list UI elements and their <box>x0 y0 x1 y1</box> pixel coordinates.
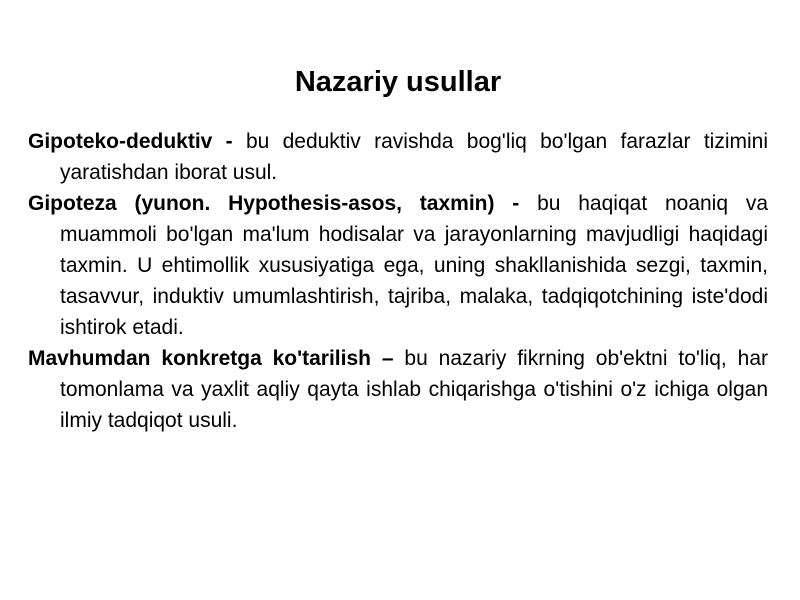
definition-entry <box>28 188 768 343</box>
definition-term: Gipoteza (yunon. Hypothesis-asos, taxmin) - <box>28 192 520 215</box>
slide-body <box>28 126 768 436</box>
definition-text: bu haqiqat noaniq va muammoli bo'lgan ma'lum hodisalar va jarayonlarning mavjudligi haqidagi taxmin. U ehtimollik xususiyatiga ega, uning shakllanishida sezgi, taxmin, tasavvur, induktiv umumlashtirish, tajriba, malaka, tadqiqotchining iste'dodi ishtirok etadi. <box>60 192 769 339</box>
slide-title: Nazariy usullar <box>294 66 502 98</box>
definition-entry <box>28 126 768 188</box>
definition-text: bu deduktiv ravishda bog'liq bo'lgan farazlar tizimini yaratishdan iborat usul. <box>60 130 768 184</box>
definition-entry <box>28 343 768 436</box>
definition-term: Mavhumdan konkretga ko'tarilish – <box>28 347 394 370</box>
definition-term: Gipoteko-deduktiv - <box>28 130 233 153</box>
definition-text: bu nazariy fikrning ob'ektni to'liq, har tomonlama va yaxlit aqliy qayta ishlab chiqarishga o'tishini o'z ichiga olgan ilmiy tadqiqot usuli. <box>60 347 768 432</box>
